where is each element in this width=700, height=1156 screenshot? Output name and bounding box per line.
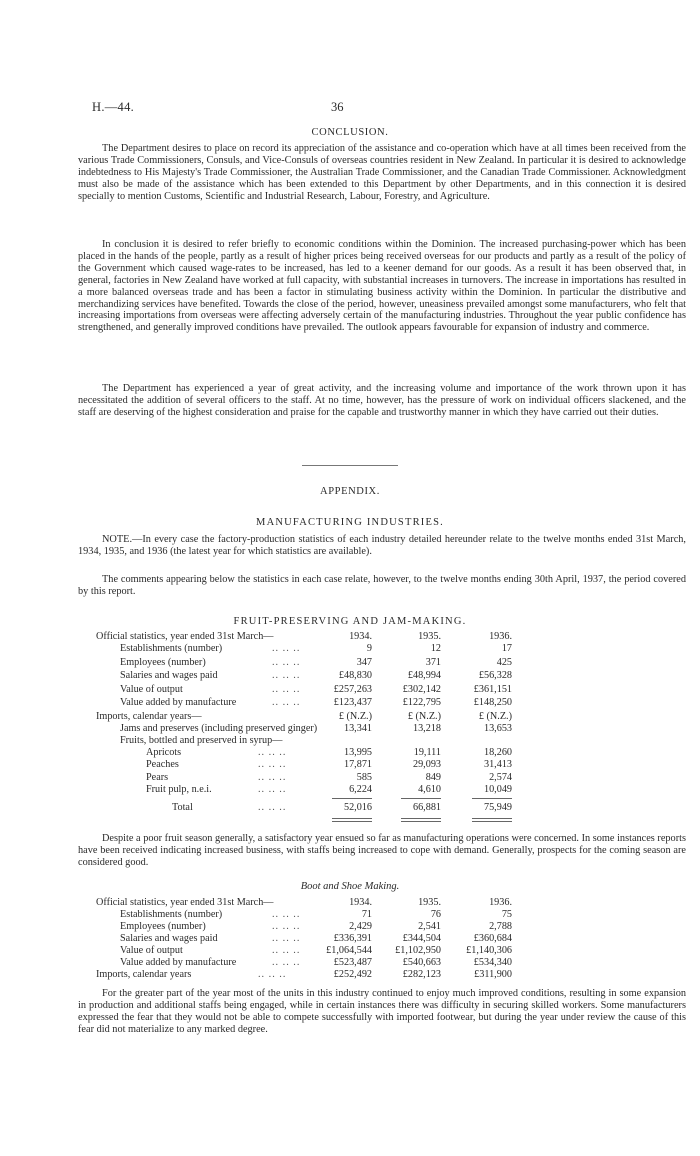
fruit-import-row-value: 18,260 [483, 747, 512, 758]
fruit-unit-1934: £ (N.Z.) [338, 711, 372, 722]
fruit-import-row [0, 747, 700, 759]
boot-stat-row-value: 2,429 [349, 921, 372, 932]
fruit-stat-row-value: £257,263 [333, 683, 372, 695]
section-divider [302, 465, 398, 466]
fruit-stat-row-value: £48,830 [338, 670, 372, 681]
boot-table-title: Boot and Shoe Making. [300, 881, 400, 892]
boot-stat-row-value: £360,684 [473, 933, 512, 944]
fruit-stat-row-leader: .. .. .. [272, 683, 301, 695]
boot-official-label: Official statistics, year ended 31st March— [96, 897, 274, 908]
fruit-stat-row-value: £123,437 [333, 697, 372, 708]
boot-stat-row-value: £534,340 [473, 957, 512, 968]
fruit-stat-row-value: 9 [366, 643, 372, 654]
boot-stat-row-value: £1,140,306 [466, 945, 512, 956]
fruit-stat-row-leader: .. .. .. [272, 656, 301, 668]
fruit-unit-1935: £ (N.Z.) [407, 711, 441, 722]
fruit-import-row-value: 29,093 [412, 759, 441, 771]
fruit-total-1935: 66,881 [412, 802, 441, 813]
appendix-comments: The comments appearing below the statistics in each case relate, however, to the twelve months ending 30th April, 1937, the period covered by this report. [78, 574, 686, 597]
appendix-heading: APPENDIX. [320, 486, 380, 497]
jams-label: Jams and preserves (including preserved ginger) [120, 723, 318, 734]
boot-stat-row-value: 2,788 [489, 921, 512, 932]
fruit-import-row-value: 10,049 [483, 783, 512, 795]
fruit-stat-row-value: £148,250 [473, 697, 512, 708]
boot-stat-row-leader: .. .. .. [272, 921, 301, 932]
total-double-rule-1936b [472, 821, 512, 822]
boot-imports-1936: £311,900 [474, 969, 512, 980]
total-rule-1936 [472, 798, 512, 799]
boot-imports-1934: £252,492 [333, 969, 372, 980]
boot-stat-row-leader: .. .. .. [272, 945, 301, 956]
fruit-total-1936: 75,949 [483, 802, 512, 813]
boot-stat-row-value: 75 [501, 909, 512, 920]
fruit-total-leader: .. .. .. [258, 802, 287, 813]
fruit-comment: Despite a poor fruit season generally, a satisfactory year ensued so far as manufacturing operations were concerned. In some instances reports have been received indicating increased business, with staffs being increased to cope with demand. Generally, prospects for the coming season are considered good. [78, 833, 686, 868]
boot-stat-row-value: £1,102,950 [395, 945, 441, 956]
fruit-import-row-value: 4,610 [418, 783, 441, 795]
fruit-stat-row-value: £48,994 [407, 670, 441, 681]
boot-stat-row-label: Establishments (number) [120, 909, 223, 920]
boot-stat-row-value: 76 [430, 909, 441, 920]
boot-stat-row [0, 921, 700, 933]
fruit-import-row-value: 13,995 [343, 747, 372, 758]
total-double-rule-1934 [332, 818, 372, 819]
fruit-stat-row-label: Value of output [120, 683, 183, 695]
boot-year-1935: 1935. [418, 897, 441, 908]
boot-comment: For the greater part of the year most of the units in this industry continued to enjoy much improved conditions, resulting in some expansion in production and additional staffs being engaged, while in certain instances there was difficulty in securing skilled workers. Some manufacturers expressed the fear that they would not be able to compete successfully with imported footwear, but during the year under review the cause of this fear did not materialize to any marked degree. [78, 988, 686, 1035]
fruit-stat-row [0, 684, 700, 696]
fruit-total-row [0, 802, 700, 814]
fruit-stat-row-value: 347 [356, 656, 372, 668]
boot-year-1934: 1934. [349, 897, 372, 908]
boot-stat-row [0, 933, 700, 945]
fruit-import-row-leader: .. .. .. [258, 771, 287, 783]
fruit-table-title: FRUIT-PRESERVING AND JAM-MAKING. [233, 616, 467, 627]
conclusion-heading: CONCLUSION. [311, 127, 389, 138]
fruit-stat-row-value: 12 [430, 643, 441, 654]
total-rule-1934 [332, 798, 372, 799]
boot-stat-row-value: £523,487 [333, 957, 372, 968]
conclusion-paragraph-1: The Department desires to place on record its appreciation of the assistance and co-operation which have at all times been received from the various Trade Commissioners, Consuls, and Vice-Consuls of overseas countries resident in New Zealand. In particular it is desired to acknowledge indebtedness to His Majesty's Trade Commissioner, the Australian Trade Commissioner, and the Canadian Trade Commissioner. Acknowledgment must also be made of the assistance which has been extended to this Department by other Departments, and in this connection it is desired specially to mention Customs, Scientific and Industrial Research, Labour, Forestry, and Agriculture. [78, 143, 686, 202]
boot-stat-row [0, 957, 700, 969]
boot-imports-row [0, 969, 700, 981]
boot-imports-leader: .. .. .. [258, 969, 287, 980]
jams-1936: 13,653 [483, 723, 512, 734]
boot-stat-row-value: 2,541 [418, 921, 441, 932]
fruit-import-row-value: 849 [425, 771, 441, 783]
fruit-stat-row-label: Salaries and wages paid [120, 670, 218, 681]
appendix-note: NOTE.—In every case the factory-production statistics of each industry detailed hereunder relate to the twelve months ended 31st March, 1934, 1935, and 1936 (the latest year for which statistics are available). [78, 534, 686, 557]
fruit-import-row-value: 6,224 [349, 783, 372, 795]
fruit-import-row-value: 31,413 [483, 759, 512, 771]
page-number: 36 [331, 100, 344, 114]
boot-stat-row-label: Employees (number) [120, 921, 206, 932]
fruit-import-row-value: 19,111 [413, 747, 441, 758]
fruit-stat-row-leader: .. .. .. [272, 643, 301, 654]
fruit-import-row-value: 2,574 [489, 771, 512, 783]
jams-row [0, 723, 700, 735]
fruit-year-1934: 1934. [349, 631, 372, 642]
fruits-bottled-label: Fruits, bottled and preserved in syrup— [120, 735, 283, 746]
fruit-stat-row-value: 425 [496, 656, 512, 668]
total-rule-1935 [401, 798, 441, 799]
jams-1935: 13,218 [412, 723, 441, 734]
boot-stat-row-leader: .. .. .. [272, 933, 301, 944]
fruit-year-1936: 1936. [489, 631, 512, 642]
fruit-stat-row-value: 371 [425, 656, 441, 668]
boot-imports-label: Imports, calendar years [96, 969, 192, 980]
fruit-import-row [0, 772, 700, 784]
fruit-imports-row [0, 711, 700, 723]
fruits-bottled-row [0, 735, 700, 747]
boot-stat-row-value: £336,391 [333, 933, 372, 944]
fruit-stat-row [0, 643, 700, 655]
fruit-official-label: Official statistics, year ended 31st March— [96, 631, 274, 642]
fruit-year-1935: 1935. [418, 631, 441, 642]
fruit-official-row [0, 631, 700, 643]
conclusion-paragraph-2: In conclusion it is desired to refer briefly to economic conditions within the Dominion. The increased purchasing-power which has been placed in the hands of the people, partly as a result of higher prices being received overseas for our products and partly as a result of the policy of the Government which caused wage-rates to be increased, has led to a keener demand for our goods. As a result it has been observed that, in general, factories in New Zealand have worked at full capacity, with substantial increases in turnovers. The increase in importations has resulted in a more balanced overseas trade and has been a factor in stimulating business activity within the Dominion. In particular the distributive and merchandizing services have benefited. Towards the close of the period, however, uneasiness prevailed amongst some manufacturers, who felt that increasing importations from overseas were affecting adversely certain of the manufacturing industries. Throughout the year public confidence has strengthened, and generally improved conditions have prevailed. The outlook appears favourable for expansion of industry and commerce. [78, 239, 686, 334]
fruit-import-row-value: 17,871 [343, 759, 372, 771]
fruit-stat-row-value: 17 [501, 643, 512, 654]
total-double-rule-1936 [472, 818, 512, 819]
fruit-stat-row-leader: .. .. .. [272, 670, 301, 681]
boot-stat-row-value: 71 [361, 909, 372, 920]
total-double-rule-1934b [332, 821, 372, 822]
fruit-stat-row-label: Employees (number) [120, 656, 206, 668]
fruit-import-row-leader: .. .. .. [258, 759, 287, 771]
fruit-stat-row [0, 670, 700, 682]
fruit-import-row-label: Fruit pulp, n.e.i. [146, 783, 212, 795]
boot-stat-row [0, 945, 700, 957]
boot-stat-row-value: £344,504 [402, 933, 441, 944]
fruit-stat-row-leader: .. .. .. [272, 697, 301, 708]
fruit-stat-row-value: £302,142 [402, 683, 441, 695]
boot-official-row [0, 897, 700, 909]
boot-stat-row-leader: .. .. .. [272, 957, 301, 968]
boot-imports-1935: £282,123 [402, 969, 441, 980]
fruit-import-row-leader: .. .. .. [258, 747, 287, 758]
fruit-total-label: Total [172, 802, 193, 813]
fruit-stat-row-value: £122,795 [402, 697, 441, 708]
fruit-stat-row [0, 697, 700, 709]
jams-1934: 13,341 [343, 723, 372, 734]
boot-stat-row-label: Salaries and wages paid [120, 933, 218, 944]
boot-stat-row-value: £1,064,544 [326, 945, 372, 956]
fruit-import-row-leader: .. .. .. [258, 783, 287, 795]
total-double-rule-1935b [401, 821, 441, 822]
total-double-rule-1935 [401, 818, 441, 819]
appendix-subtitle: MANUFACTURING INDUSTRIES. [256, 517, 444, 528]
fruit-stat-row [0, 657, 700, 669]
boot-stat-row [0, 909, 700, 921]
fruit-stat-row-value: £361,151 [473, 683, 512, 695]
conclusion-paragraph-3: The Department has experienced a year of great activity, and the increasing volume and importance of the work thrown upon it has necessitated the addition of several officers to the staff. At no time, however, has the pressure of work on individual officers slackened, and the staff are deserving of the highest consideration and praise for the capable and trustworthy manner in which they have carried out their duties. [78, 383, 686, 418]
fruit-import-row-label: Apricots [146, 747, 182, 758]
document-reference: H.—44. [92, 100, 135, 114]
fruit-imports-label: Imports, calendar years— [96, 711, 202, 722]
fruit-stat-row-label: Establishments (number) [120, 643, 223, 654]
boot-stat-row-leader: .. .. .. [272, 909, 301, 920]
fruit-import-row [0, 784, 700, 796]
fruit-import-row [0, 759, 700, 771]
fruit-stat-row-label: Value added by manufacture [120, 697, 237, 708]
boot-stat-row-label: Value added by manufacture [120, 957, 237, 968]
fruit-stat-row-value: £56,328 [478, 670, 512, 681]
fruit-import-row-value: 585 [356, 771, 372, 783]
fruit-import-row-label: Pears [146, 771, 169, 783]
fruit-unit-1936: £ (N.Z.) [478, 711, 512, 722]
boot-year-1936: 1936. [489, 897, 512, 908]
fruit-import-row-label: Peaches [146, 759, 179, 771]
fruit-total-1934: 52,016 [343, 802, 372, 813]
boot-stat-row-label: Value of output [120, 945, 183, 956]
boot-stat-row-value: £540,663 [402, 957, 441, 968]
